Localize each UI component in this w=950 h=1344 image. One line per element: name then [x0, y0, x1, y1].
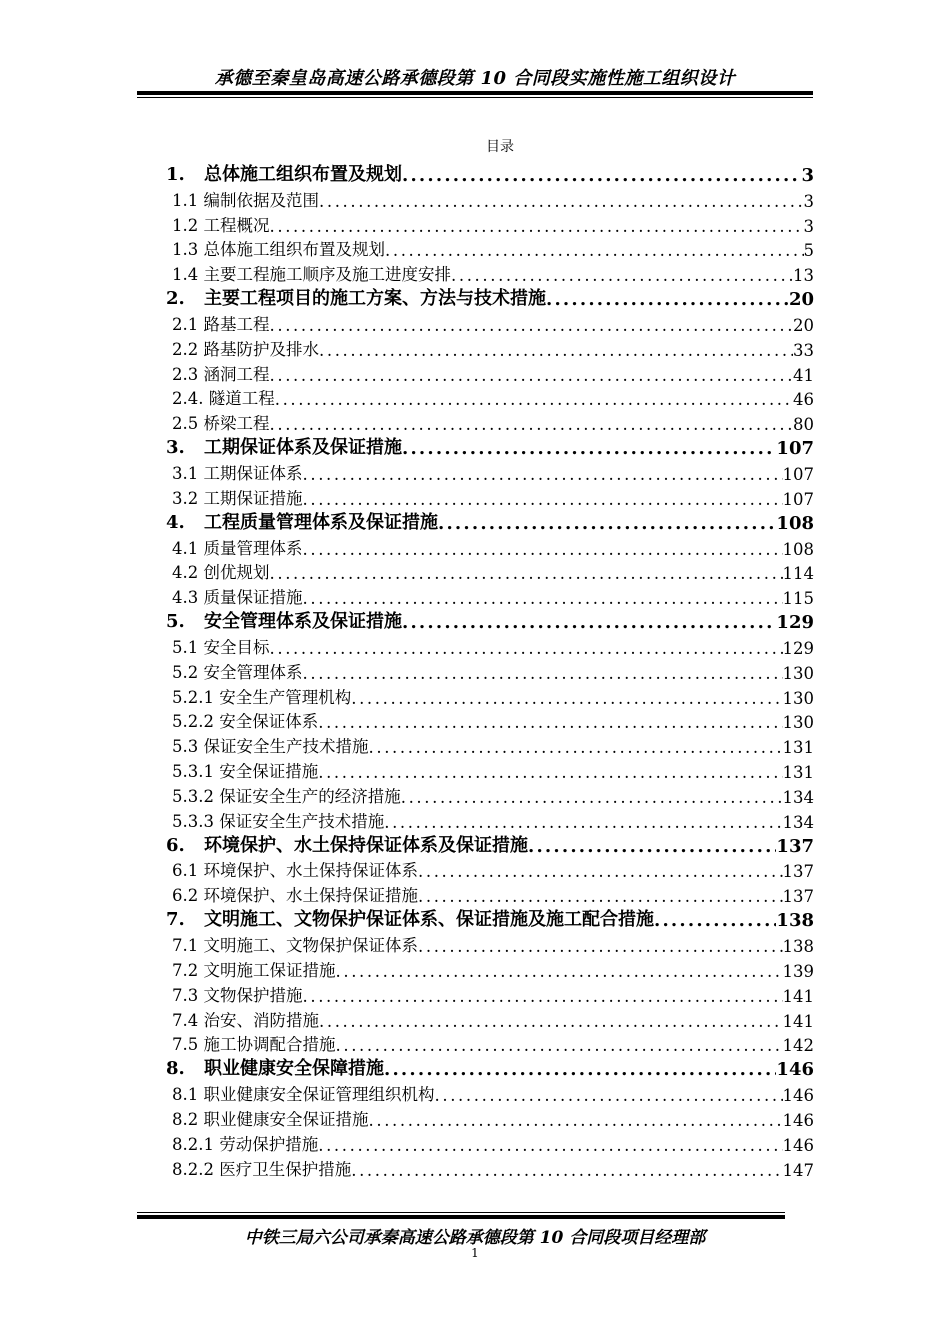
toc-leader-dots: [303, 589, 783, 608]
toc-entry-page: 139: [782, 961, 814, 981]
toc-leader-dots: [303, 490, 783, 509]
toc-entry-number: 1.: [166, 163, 185, 185]
toc-entry-page: 129: [776, 612, 814, 634]
toc-entry-title: 工程质量管理体系及保证措施: [204, 511, 438, 533]
table-of-contents: [166, 161, 814, 1180]
toc-entry[interactable]: [166, 1130, 814, 1155]
toc-entry[interactable]: [166, 956, 814, 981]
toc-entry-page: 3: [801, 164, 814, 186]
toc-leader-dots: [318, 713, 782, 732]
toc-entry-title: 2.3 涵洞工程: [172, 364, 270, 384]
toc-entry-page: 108: [776, 512, 814, 534]
toc-entry[interactable]: [166, 832, 814, 857]
toc-entry[interactable]: [166, 1105, 814, 1130]
toc-leader-dots: [303, 664, 783, 683]
toc-entry-title: 5.3.1 安全保证措施: [172, 762, 319, 782]
toc-entry[interactable]: [166, 608, 814, 633]
toc-entry[interactable]: [166, 534, 814, 559]
toc-entry-title: 3.1 工期保证体系: [172, 463, 303, 483]
toc-entry[interactable]: [166, 459, 814, 484]
toc-entry[interactable]: [166, 1031, 814, 1056]
toc-entry-title: 1.3 总体施工组织布置及规划: [172, 240, 385, 260]
toc-entry[interactable]: [166, 583, 814, 608]
toc-leader-dots: [303, 987, 783, 1006]
toc-entry[interactable]: [166, 434, 814, 459]
toc-entry[interactable]: [166, 310, 814, 335]
toc-entry-page: 20: [788, 289, 814, 311]
toc-entry[interactable]: [166, 509, 814, 534]
toc-leader-dots: [351, 689, 782, 708]
header-rule-thin: [137, 97, 813, 98]
toc-entry-title: 职业健康安全保障措施: [204, 1058, 384, 1080]
toc-leader-dots: [270, 564, 783, 583]
toc-leader-dots: [270, 639, 783, 658]
toc-entry-page: 134: [782, 812, 814, 832]
toc-entry-title: 2.5 桥梁工程: [172, 414, 270, 434]
toc-entry-page: 134: [782, 787, 814, 807]
toc-entry-title: 环境保护、水土保持保证体系及保证措施: [204, 834, 528, 856]
toc-entry-title: 安全管理体系及保证措施: [204, 611, 402, 633]
toc-heading: 目录: [486, 139, 514, 155]
toc-entry-number: 4.: [166, 511, 185, 533]
toc-entry-page: 115: [782, 589, 814, 609]
toc-entry[interactable]: [166, 683, 814, 708]
toc-leader-dots: [418, 887, 783, 906]
toc-leader-dots: [270, 415, 794, 434]
toc-entry-title: 3.2 工期保证措施: [172, 488, 303, 508]
toc-entry-page: 137: [782, 887, 814, 907]
toc-leader-dots: [384, 813, 782, 832]
page-number: 1: [471, 1246, 479, 1260]
toc-entry-number: 8.: [166, 1058, 185, 1080]
toc-leader-dots: [528, 836, 776, 857]
toc-entry-page: 146: [776, 1059, 814, 1081]
toc-entry-page: 20: [793, 315, 814, 335]
toc-leader-dots: [270, 366, 794, 385]
toc-entry-page: 107: [782, 464, 814, 484]
footer-rule-thick: [137, 1215, 785, 1219]
toc-entry[interactable]: [166, 757, 814, 782]
toc-entry[interactable]: [166, 484, 814, 509]
toc-leader-dots: [303, 540, 783, 559]
toc-entry-title: 5.2 安全管理体系: [172, 662, 303, 682]
toc-entry-number: 6.: [166, 834, 185, 856]
toc-entry-page: 141: [782, 986, 814, 1006]
document-footer-title: 中铁三局六公司承秦高速公路承德段第 10 合同段项目经理部: [244, 1228, 706, 1248]
toc-entry-title: 8.1 职业健康安全保证管理组织机构: [172, 1085, 435, 1105]
toc-entry-page: 147: [782, 1160, 814, 1180]
toc-entry-page: 3: [803, 191, 814, 211]
toc-entry[interactable]: [166, 732, 814, 757]
toc-leader-dots: [654, 910, 776, 931]
toc-entry-page: 3: [803, 216, 814, 236]
toc-entry-page: 46: [793, 390, 814, 410]
toc-leader-dots: [351, 1161, 782, 1180]
toc-leader-dots: [319, 192, 804, 211]
toc-leader-dots: [336, 962, 783, 981]
toc-leader-dots: [546, 289, 789, 310]
toc-leader-dots: [303, 465, 783, 484]
toc-entry-page: 137: [776, 835, 814, 857]
toc-entry-page: 130: [782, 713, 814, 733]
toc-entry[interactable]: [166, 881, 814, 906]
toc-entry-page: 141: [782, 1011, 814, 1031]
toc-leader-dots: [369, 1111, 783, 1130]
toc-leader-dots: [402, 165, 801, 186]
toc-entry-title: 6.2 环境保护、水土保持保证措施: [172, 886, 418, 906]
toc-entry-page: 114: [782, 564, 814, 584]
toc-entry-title: 文明施工、文物保护保证体系、保证措施及施工配合措施: [204, 909, 654, 931]
toc-leader-dots: [319, 341, 793, 360]
toc-entry-page: 33: [793, 340, 814, 360]
toc-entry-page: 108: [782, 539, 814, 559]
footer-rule-thin: [137, 1212, 785, 1213]
toc-leader-dots: [435, 1086, 783, 1105]
toc-entry[interactable]: [166, 285, 814, 310]
toc-leader-dots: [384, 1059, 776, 1080]
toc-entry[interactable]: [166, 708, 814, 733]
toc-entry[interactable]: [166, 385, 814, 410]
toc-entry-title: 4.3 质量保证措施: [172, 588, 303, 608]
toc-leader-dots: [319, 1012, 783, 1031]
toc-entry[interactable]: [166, 1080, 814, 1105]
toc-entry-title: 主要工程项目的施工方案、方法与技术措施: [204, 288, 546, 310]
toc-entry-page: 107: [776, 438, 814, 460]
toc-entry[interactable]: [166, 161, 814, 186]
toc-leader-dots: [270, 316, 794, 335]
toc-entry-page: 146: [782, 1135, 814, 1155]
toc-entry-number: 2.: [166, 288, 185, 310]
toc-entry[interactable]: [166, 981, 814, 1006]
toc-entry[interactable]: [166, 1055, 814, 1080]
toc-leader-dots: [401, 788, 783, 807]
toc-entry-page: 137: [782, 862, 814, 882]
toc-entry-page: 13: [793, 266, 814, 286]
toc-entry-page: 129: [782, 638, 814, 658]
header-rule-thick: [137, 91, 813, 95]
toc-leader-dots: [402, 612, 776, 633]
toc-entry-number: 7.: [166, 909, 185, 931]
toc-entry-page: 138: [782, 937, 814, 956]
toc-entry[interactable]: [166, 906, 814, 931]
toc-entry-title: 5.3.2 保证安全生产的经济措施: [172, 786, 401, 806]
toc-entry-title: 4.1 质量管理体系: [172, 538, 303, 558]
toc-leader-dots: [336, 1036, 783, 1055]
toc-entry-title: 4.2 创优规划: [172, 563, 270, 583]
toc-entry[interactable]: [166, 559, 814, 584]
toc-entry-page: 142: [782, 1036, 814, 1056]
toc-entry-number: 5.: [166, 611, 185, 633]
toc-entry[interactable]: [166, 236, 814, 261]
toc-entry-title: 总体施工组织布置及规划: [204, 163, 402, 185]
toc-leader-dots: [402, 438, 776, 459]
document-header-title: 承德至秦皇岛高速公路承德段第 10 合同段实施性施工组织设计: [214, 68, 736, 89]
toc-entry-page: 130: [782, 688, 814, 708]
toc-leader-dots: [438, 513, 776, 534]
toc-entry-title: 6.1 环境保护、水土保持保证体系: [172, 861, 418, 881]
toc-entry-title: 7.3 文物保护措施: [172, 985, 303, 1005]
toc-entry-number: 3.: [166, 437, 185, 459]
toc-leader-dots: [451, 266, 793, 285]
toc-leader-dots: [418, 937, 783, 956]
toc-entry-title: 8.2 职业健康安全保证措施: [172, 1109, 369, 1129]
toc-entry[interactable]: [166, 1155, 814, 1180]
toc-entry-title: 工期保证体系及保证措施: [204, 437, 402, 459]
toc-leader-dots: [318, 763, 782, 782]
toc-entry-title: 5.3.3 保证安全生产技术措施: [172, 811, 385, 831]
toc-leader-dots: [418, 862, 783, 881]
toc-entry-title: 1.1 编制依据及范围: [172, 190, 319, 210]
toc-entry-title: 8.2.1 劳动保护措施: [172, 1134, 319, 1154]
toc-entry-page: 80: [793, 415, 814, 435]
toc-entry-page: 138: [776, 910, 814, 932]
toc-entry[interactable]: [166, 658, 814, 683]
toc-entry-page: 5: [803, 241, 814, 261]
toc-entry-page: 131: [782, 738, 814, 758]
toc-entry-title: 7.5 施工协调配合措施: [172, 1035, 336, 1055]
toc-entry-title: 7.2 文明施工保证措施: [172, 960, 336, 980]
toc-entry[interactable]: [166, 857, 814, 882]
toc-entry-page: 107: [782, 489, 814, 509]
toc-entry[interactable]: [166, 931, 814, 956]
toc-entry-title: 2.2 路基防护及排水: [172, 339, 319, 359]
toc-entry-page: 130: [782, 663, 814, 683]
toc-entry-title: 5.2.1 安全生产管理机构: [172, 687, 352, 707]
toc-leader-dots: [275, 390, 793, 409]
toc-entry-title: 1.2 工程概况: [172, 215, 270, 235]
toc-entry[interactable]: [166, 186, 814, 211]
toc-entry[interactable]: [166, 1006, 814, 1031]
toc-entry[interactable]: [166, 782, 814, 807]
toc-entry-page: 146: [782, 1110, 814, 1130]
toc-entry-title: 5.2.2 安全保证体系: [172, 712, 319, 732]
toc-entry-title: 2.1 路基工程: [172, 314, 270, 334]
toc-entry-title: 8.2.2 医疗卫生保护措施: [172, 1159, 352, 1179]
toc-leader-dots: [369, 738, 783, 757]
toc-entry[interactable]: [166, 260, 814, 285]
toc-leader-dots: [385, 241, 804, 260]
toc-entry[interactable]: [166, 409, 814, 434]
toc-leader-dots: [270, 217, 804, 236]
toc-entry-page: 131: [782, 763, 814, 783]
toc-entry[interactable]: [166, 211, 814, 236]
toc-entry-title: 5.1 安全目标: [172, 637, 270, 657]
toc-entry-title: 2.4. 隧道工程: [172, 389, 275, 409]
toc-leader-dots: [318, 1136, 782, 1155]
toc-entry-title: 5.3 保证安全生产技术措施: [172, 737, 369, 757]
toc-entry[interactable]: [166, 360, 814, 385]
toc-entry-title: 7.1 文明施工、文物保护保证体系: [172, 936, 418, 955]
toc-entry-page: 41: [793, 365, 814, 385]
toc-entry[interactable]: [166, 807, 814, 832]
toc-entry[interactable]: [166, 633, 814, 658]
toc-entry-title: 7.4 治安、消防措施: [172, 1010, 319, 1030]
toc-entry-page: 146: [782, 1086, 814, 1106]
toc-entry-title: 1.4 主要工程施工顺序及施工进度安排: [172, 265, 451, 285]
toc-entry[interactable]: [166, 335, 814, 360]
